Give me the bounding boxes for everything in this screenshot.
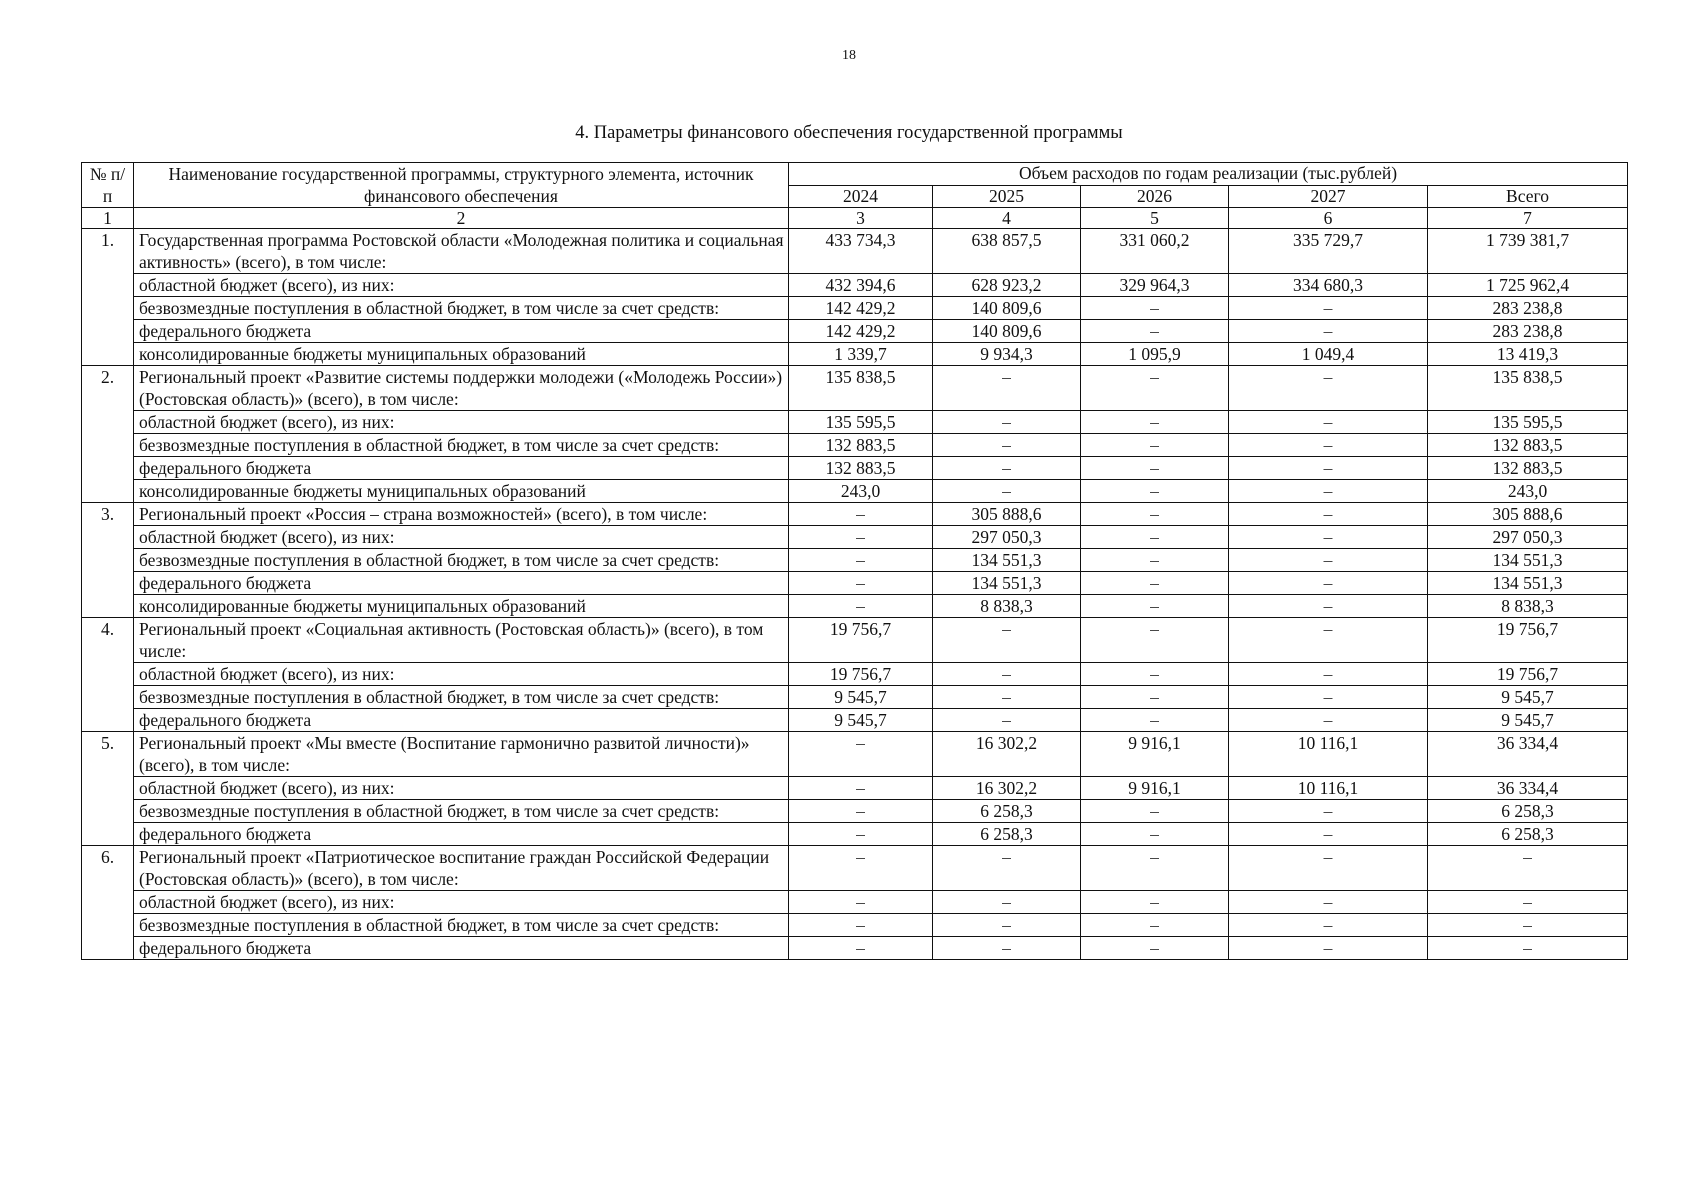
value-total: 305 888,6 (1428, 503, 1628, 526)
table-row (82, 480, 1628, 503)
column-number: 1 (82, 208, 134, 229)
value-2026: – (1081, 618, 1229, 663)
value-2026: – (1081, 663, 1229, 686)
item-title-cell: Региональный проект «Развитие системы поддержки молодежи («Молодежь России») (Ростовская область)» (всего), в том числе: (134, 366, 789, 411)
column-number: 4 (933, 208, 1081, 229)
value-2024: 142 429,2 (789, 297, 933, 320)
value-2027: – (1229, 411, 1428, 434)
item-title-cell: Государственная программа Ростовской области «Молодежная политика и социальная активность» (всего), в том числе: (134, 229, 789, 274)
header-year-2024: 2024 (789, 185, 933, 208)
value-2027: 10 116,1 (1229, 777, 1428, 800)
header-group-cell: Объем расходов по годам реализации (тыс.рублей) (789, 163, 1628, 186)
value-2024: – (789, 549, 933, 572)
funding-source-cell: безвозмездные поступления в областной бюджет, в том числе за счет средств: (134, 800, 789, 823)
value-2026: – (1081, 457, 1229, 480)
table-row (82, 343, 1628, 366)
value-total: 6 258,3 (1428, 800, 1628, 823)
funding-source-cell: федерального бюджета (134, 937, 789, 960)
value-2025: 9 934,3 (933, 343, 1081, 366)
value-2024: 19 756,7 (789, 663, 933, 686)
item-title-cell: Региональный проект «Социальная активность (Ростовская область)» (всего), в том числе: (134, 618, 789, 663)
value-2025: 16 302,2 (933, 732, 1081, 777)
value-2026: – (1081, 937, 1229, 960)
value-2025: 8 838,3 (933, 595, 1081, 618)
value-2025: 628 923,2 (933, 274, 1081, 297)
value-2027: – (1229, 709, 1428, 732)
value-total: 283 238,8 (1428, 297, 1628, 320)
value-2026: 9 916,1 (1081, 732, 1229, 777)
value-2027: – (1229, 891, 1428, 914)
row-number: 1. (82, 229, 134, 366)
value-2025: 6 258,3 (933, 823, 1081, 846)
column-number: 3 (789, 208, 933, 229)
value-2025: 297 050,3 (933, 526, 1081, 549)
value-2024: 433 734,3 (789, 229, 933, 274)
value-2027: – (1229, 823, 1428, 846)
value-total: 13 419,3 (1428, 343, 1628, 366)
funding-source-cell: областной бюджет (всего), из них: (134, 274, 789, 297)
financing-table (81, 162, 1628, 960)
value-2024: – (789, 732, 933, 777)
value-2024: – (789, 595, 933, 618)
value-total: 1 739 381,7 (1428, 229, 1628, 274)
value-2027: – (1229, 434, 1428, 457)
value-2024: – (789, 823, 933, 846)
value-2025: 134 551,3 (933, 549, 1081, 572)
value-2026: – (1081, 846, 1229, 891)
row-number: 3. (82, 503, 134, 618)
table-row (82, 526, 1628, 549)
value-total: 19 756,7 (1428, 618, 1628, 663)
header-year-2027: 2027 (1229, 185, 1428, 208)
value-2024: – (789, 526, 933, 549)
table-row (82, 800, 1628, 823)
value-2026: – (1081, 366, 1229, 411)
value-2025: 16 302,2 (933, 777, 1081, 800)
funding-source-cell: областной бюджет (всего), из них: (134, 663, 789, 686)
value-2027: – (1229, 686, 1428, 709)
value-2026: 331 060,2 (1081, 229, 1229, 274)
funding-source-cell: безвозмездные поступления в областной бюджет, в том числе за счет средств: (134, 434, 789, 457)
value-total: 134 551,3 (1428, 549, 1628, 572)
page-number: 18 (842, 48, 856, 63)
value-2024: 132 883,5 (789, 457, 933, 480)
column-number: 7 (1428, 208, 1628, 229)
value-2025: 638 857,5 (933, 229, 1081, 274)
value-2024: 142 429,2 (789, 320, 933, 343)
column-number: 2 (134, 208, 789, 229)
column-number: 6 (1229, 208, 1428, 229)
table-row (82, 777, 1628, 800)
table-row (82, 274, 1628, 297)
item-title-cell: Региональный проект «Мы вместе (Воспитание гармонично развитой личности)» (всего), в том числе: (134, 732, 789, 777)
row-number: 6. (82, 846, 134, 960)
value-total: 8 838,3 (1428, 595, 1628, 618)
value-2025: – (933, 709, 1081, 732)
value-total: 297 050,3 (1428, 526, 1628, 549)
value-2027: 334 680,3 (1229, 274, 1428, 297)
table-row (82, 229, 1628, 274)
funding-source-cell: безвозмездные поступления в областной бюджет, в том числе за счет средств: (134, 549, 789, 572)
table-row (82, 846, 1628, 891)
funding-source-cell: федерального бюджета (134, 709, 789, 732)
value-2024: 135 595,5 (789, 411, 933, 434)
table-row (82, 823, 1628, 846)
value-2027: – (1229, 937, 1428, 960)
value-2026: – (1081, 320, 1229, 343)
table-row (82, 503, 1628, 526)
value-2024: – (789, 777, 933, 800)
value-2026: – (1081, 549, 1229, 572)
value-2027: – (1229, 526, 1428, 549)
value-2025: – (933, 686, 1081, 709)
value-2026: – (1081, 434, 1229, 457)
table-row (82, 732, 1628, 777)
funding-source-cell: областной бюджет (всего), из них: (134, 891, 789, 914)
value-2024: 135 838,5 (789, 366, 933, 411)
funding-source-cell: федерального бюджета (134, 572, 789, 595)
item-title-cell: Региональный проект «Россия – страна возможностей» (всего), в том числе: (134, 503, 789, 526)
value-total: 132 883,5 (1428, 434, 1628, 457)
funding-source-cell: безвозмездные поступления в областной бюджет, в том числе за счет средств: (134, 686, 789, 709)
value-2024: – (789, 572, 933, 595)
value-2025: – (933, 663, 1081, 686)
value-total: 283 238,8 (1428, 320, 1628, 343)
funding-source-cell: консолидированные бюджеты муниципальных образований (134, 343, 789, 366)
header-number-cell: № п/п (82, 163, 134, 208)
table-row (82, 411, 1628, 434)
funding-source-cell: федерального бюджета (134, 320, 789, 343)
value-2027: – (1229, 549, 1428, 572)
value-2026: – (1081, 297, 1229, 320)
value-total: – (1428, 937, 1628, 960)
row-number: 2. (82, 366, 134, 503)
header-year-2026: 2026 (1081, 185, 1229, 208)
header-name-cell: Наименование государственной программы, структурного элемента, источник финансового обеспечения (134, 163, 789, 208)
value-2024: 19 756,7 (789, 618, 933, 663)
header-total: Всего (1428, 185, 1628, 208)
value-2025: – (933, 457, 1081, 480)
value-2027: – (1229, 914, 1428, 937)
table-row (82, 914, 1628, 937)
funding-source-cell: федерального бюджета (134, 823, 789, 846)
value-2026: – (1081, 709, 1229, 732)
table-row (82, 457, 1628, 480)
row-number: 4. (82, 618, 134, 732)
value-2026: – (1081, 526, 1229, 549)
table-row (82, 549, 1628, 572)
value-2027: – (1229, 297, 1428, 320)
table-row (82, 595, 1628, 618)
value-2027: – (1229, 457, 1428, 480)
value-2026: – (1081, 480, 1229, 503)
funding-source-cell: безвозмездные поступления в областной бюджет, в том числе за счет средств: (134, 914, 789, 937)
column-number: 5 (1081, 208, 1229, 229)
value-2026: 9 916,1 (1081, 777, 1229, 800)
funding-source-cell: консолидированные бюджеты муниципальных образований (134, 480, 789, 503)
value-2024: – (789, 846, 933, 891)
table-row (82, 937, 1628, 960)
value-2027: – (1229, 663, 1428, 686)
funding-source-cell: областной бюджет (всего), из них: (134, 777, 789, 800)
value-2024: 432 394,6 (789, 274, 933, 297)
value-2024: – (789, 800, 933, 823)
table-row (82, 618, 1628, 663)
value-total: 6 258,3 (1428, 823, 1628, 846)
value-total: 19 756,7 (1428, 663, 1628, 686)
value-total: 9 545,7 (1428, 686, 1628, 709)
value-2025: – (933, 434, 1081, 457)
value-total: 134 551,3 (1428, 572, 1628, 595)
value-2026: – (1081, 686, 1229, 709)
funding-source-cell: консолидированные бюджеты муниципальных образований (134, 595, 789, 618)
value-2026: – (1081, 800, 1229, 823)
value-2025: – (933, 480, 1081, 503)
value-total: 9 545,7 (1428, 709, 1628, 732)
value-2024: 1 339,7 (789, 343, 933, 366)
value-2024: – (789, 503, 933, 526)
value-2025: – (933, 366, 1081, 411)
value-2024: – (789, 937, 933, 960)
header-row-1 (82, 163, 1628, 186)
value-2025: 134 551,3 (933, 572, 1081, 595)
funding-source-cell: областной бюджет (всего), из них: (134, 526, 789, 549)
value-total: 135 595,5 (1428, 411, 1628, 434)
value-2025: – (933, 914, 1081, 937)
value-2026: – (1081, 914, 1229, 937)
value-total: 36 334,4 (1428, 732, 1628, 777)
value-2025: – (933, 846, 1081, 891)
value-2025: – (933, 618, 1081, 663)
value-2025: 140 809,6 (933, 297, 1081, 320)
value-2026: – (1081, 823, 1229, 846)
value-total: 36 334,4 (1428, 777, 1628, 800)
value-2025: 140 809,6 (933, 320, 1081, 343)
value-2025: 6 258,3 (933, 800, 1081, 823)
header-year-2025: 2025 (933, 185, 1081, 208)
table-row (82, 891, 1628, 914)
value-2026: 329 964,3 (1081, 274, 1229, 297)
value-2024: 243,0 (789, 480, 933, 503)
value-2027: 1 049,4 (1229, 343, 1428, 366)
item-title-cell: Региональный проект «Патриотическое воспитание граждан Российской Федерации (Ростовская область)» (всего), в том числе: (134, 846, 789, 891)
value-total: – (1428, 891, 1628, 914)
table-row (82, 320, 1628, 343)
value-2024: 9 545,7 (789, 709, 933, 732)
value-total: 135 838,5 (1428, 366, 1628, 411)
value-2027: – (1229, 595, 1428, 618)
table-row (82, 709, 1628, 732)
row-number: 5. (82, 732, 134, 846)
value-2025: – (933, 891, 1081, 914)
table-body (82, 163, 1628, 960)
value-2027: – (1229, 480, 1428, 503)
funding-source-cell: областной бюджет (всего), из них: (134, 411, 789, 434)
table-row (82, 686, 1628, 709)
value-2026: – (1081, 572, 1229, 595)
value-2027: 335 729,7 (1229, 229, 1428, 274)
value-2025: 305 888,6 (933, 503, 1081, 526)
value-2026: – (1081, 411, 1229, 434)
column-number-row (82, 208, 1628, 229)
value-2025: – (933, 937, 1081, 960)
value-2024: 132 883,5 (789, 434, 933, 457)
value-2024: – (789, 891, 933, 914)
value-total: 1 725 962,4 (1428, 274, 1628, 297)
value-2027: – (1229, 366, 1428, 411)
value-2027: – (1229, 618, 1428, 663)
value-2026: – (1081, 503, 1229, 526)
table-row (82, 572, 1628, 595)
value-2027: – (1229, 800, 1428, 823)
table-row (82, 297, 1628, 320)
table-row (82, 663, 1628, 686)
value-2027: – (1229, 846, 1428, 891)
value-2026: – (1081, 595, 1229, 618)
value-2025: – (933, 411, 1081, 434)
value-2027: 10 116,1 (1229, 732, 1428, 777)
value-total: – (1428, 914, 1628, 937)
table-row (82, 366, 1628, 411)
value-2027: – (1229, 572, 1428, 595)
value-total: 132 883,5 (1428, 457, 1628, 480)
value-2026: – (1081, 891, 1229, 914)
value-2026: 1 095,9 (1081, 343, 1229, 366)
value-2024: – (789, 914, 933, 937)
section-title: 4. Параметры финансового обеспечения государственной программы (575, 123, 1123, 143)
value-total: – (1428, 846, 1628, 891)
value-2024: 9 545,7 (789, 686, 933, 709)
table-row (82, 434, 1628, 457)
value-2027: – (1229, 503, 1428, 526)
value-2027: – (1229, 320, 1428, 343)
value-total: 243,0 (1428, 480, 1628, 503)
funding-source-cell: федерального бюджета (134, 457, 789, 480)
funding-source-cell: безвозмездные поступления в областной бюджет, в том числе за счет средств: (134, 297, 789, 320)
